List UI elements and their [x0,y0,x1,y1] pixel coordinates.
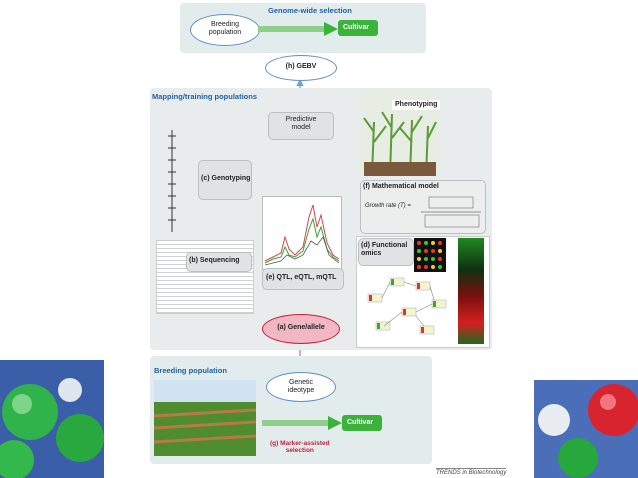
cultivar-label-top: Cultivar [343,24,370,31]
genotyping-label: (c) Genotyping [201,175,251,182]
green-arrow-bottom [262,416,342,430]
gene-allele-label: (a) Gene/allele [277,324,325,331]
green-arrow-top [258,22,338,36]
growth-rate-formula [419,193,483,231]
gebv-label: (h) GEBV [285,63,317,70]
genotyping-box [198,160,252,200]
qtl-box [262,268,344,290]
field-photo [154,380,256,456]
sequencing-box [186,252,252,272]
gebv-ellipse [265,55,337,81]
sequencing-label: (b) Sequencing [189,257,240,264]
breeding-population-ellipse [190,14,260,46]
predictive-model-box [268,112,334,140]
genetic-map [156,128,194,234]
cultivar-label-bottom: Cultivar [347,419,374,426]
microarray-image [414,238,446,272]
marker-assisted-selection-label: (g) Marker-assisted selection [270,440,330,454]
functional-omics-box [358,238,414,266]
heatmap-image [458,238,484,344]
pathway-network-image [362,272,454,342]
mapping-training-title: Mapping/training populations [152,92,257,101]
genetic-ideotype-label: Genetic ideotype [287,379,315,395]
mathematical-model-box [360,180,486,234]
breeding-population-label: Breeding population [208,21,242,37]
genetic-ideotype-ellipse [266,372,336,402]
breeding-population-title: Breeding population [154,366,227,375]
mathematical-model-label: (f) Mathematical model [363,183,439,190]
growth-rate-label: Growth rate (T) = [365,203,411,209]
predictive-model-label: Predictive model [285,116,317,132]
genome-wide-selection-title: Genome-wide selection [268,6,352,15]
journal-footer: TRENDS in Biotechnology [436,470,507,476]
qtl-label: (e) QTL, eQTL, mQTL [266,274,337,281]
phenotyping-label: Phenotyping [392,100,440,110]
functional-omics-label: (d) Functional omics [361,242,408,258]
gene-allele-ellipse [262,314,340,344]
qtl-plot [262,196,342,270]
